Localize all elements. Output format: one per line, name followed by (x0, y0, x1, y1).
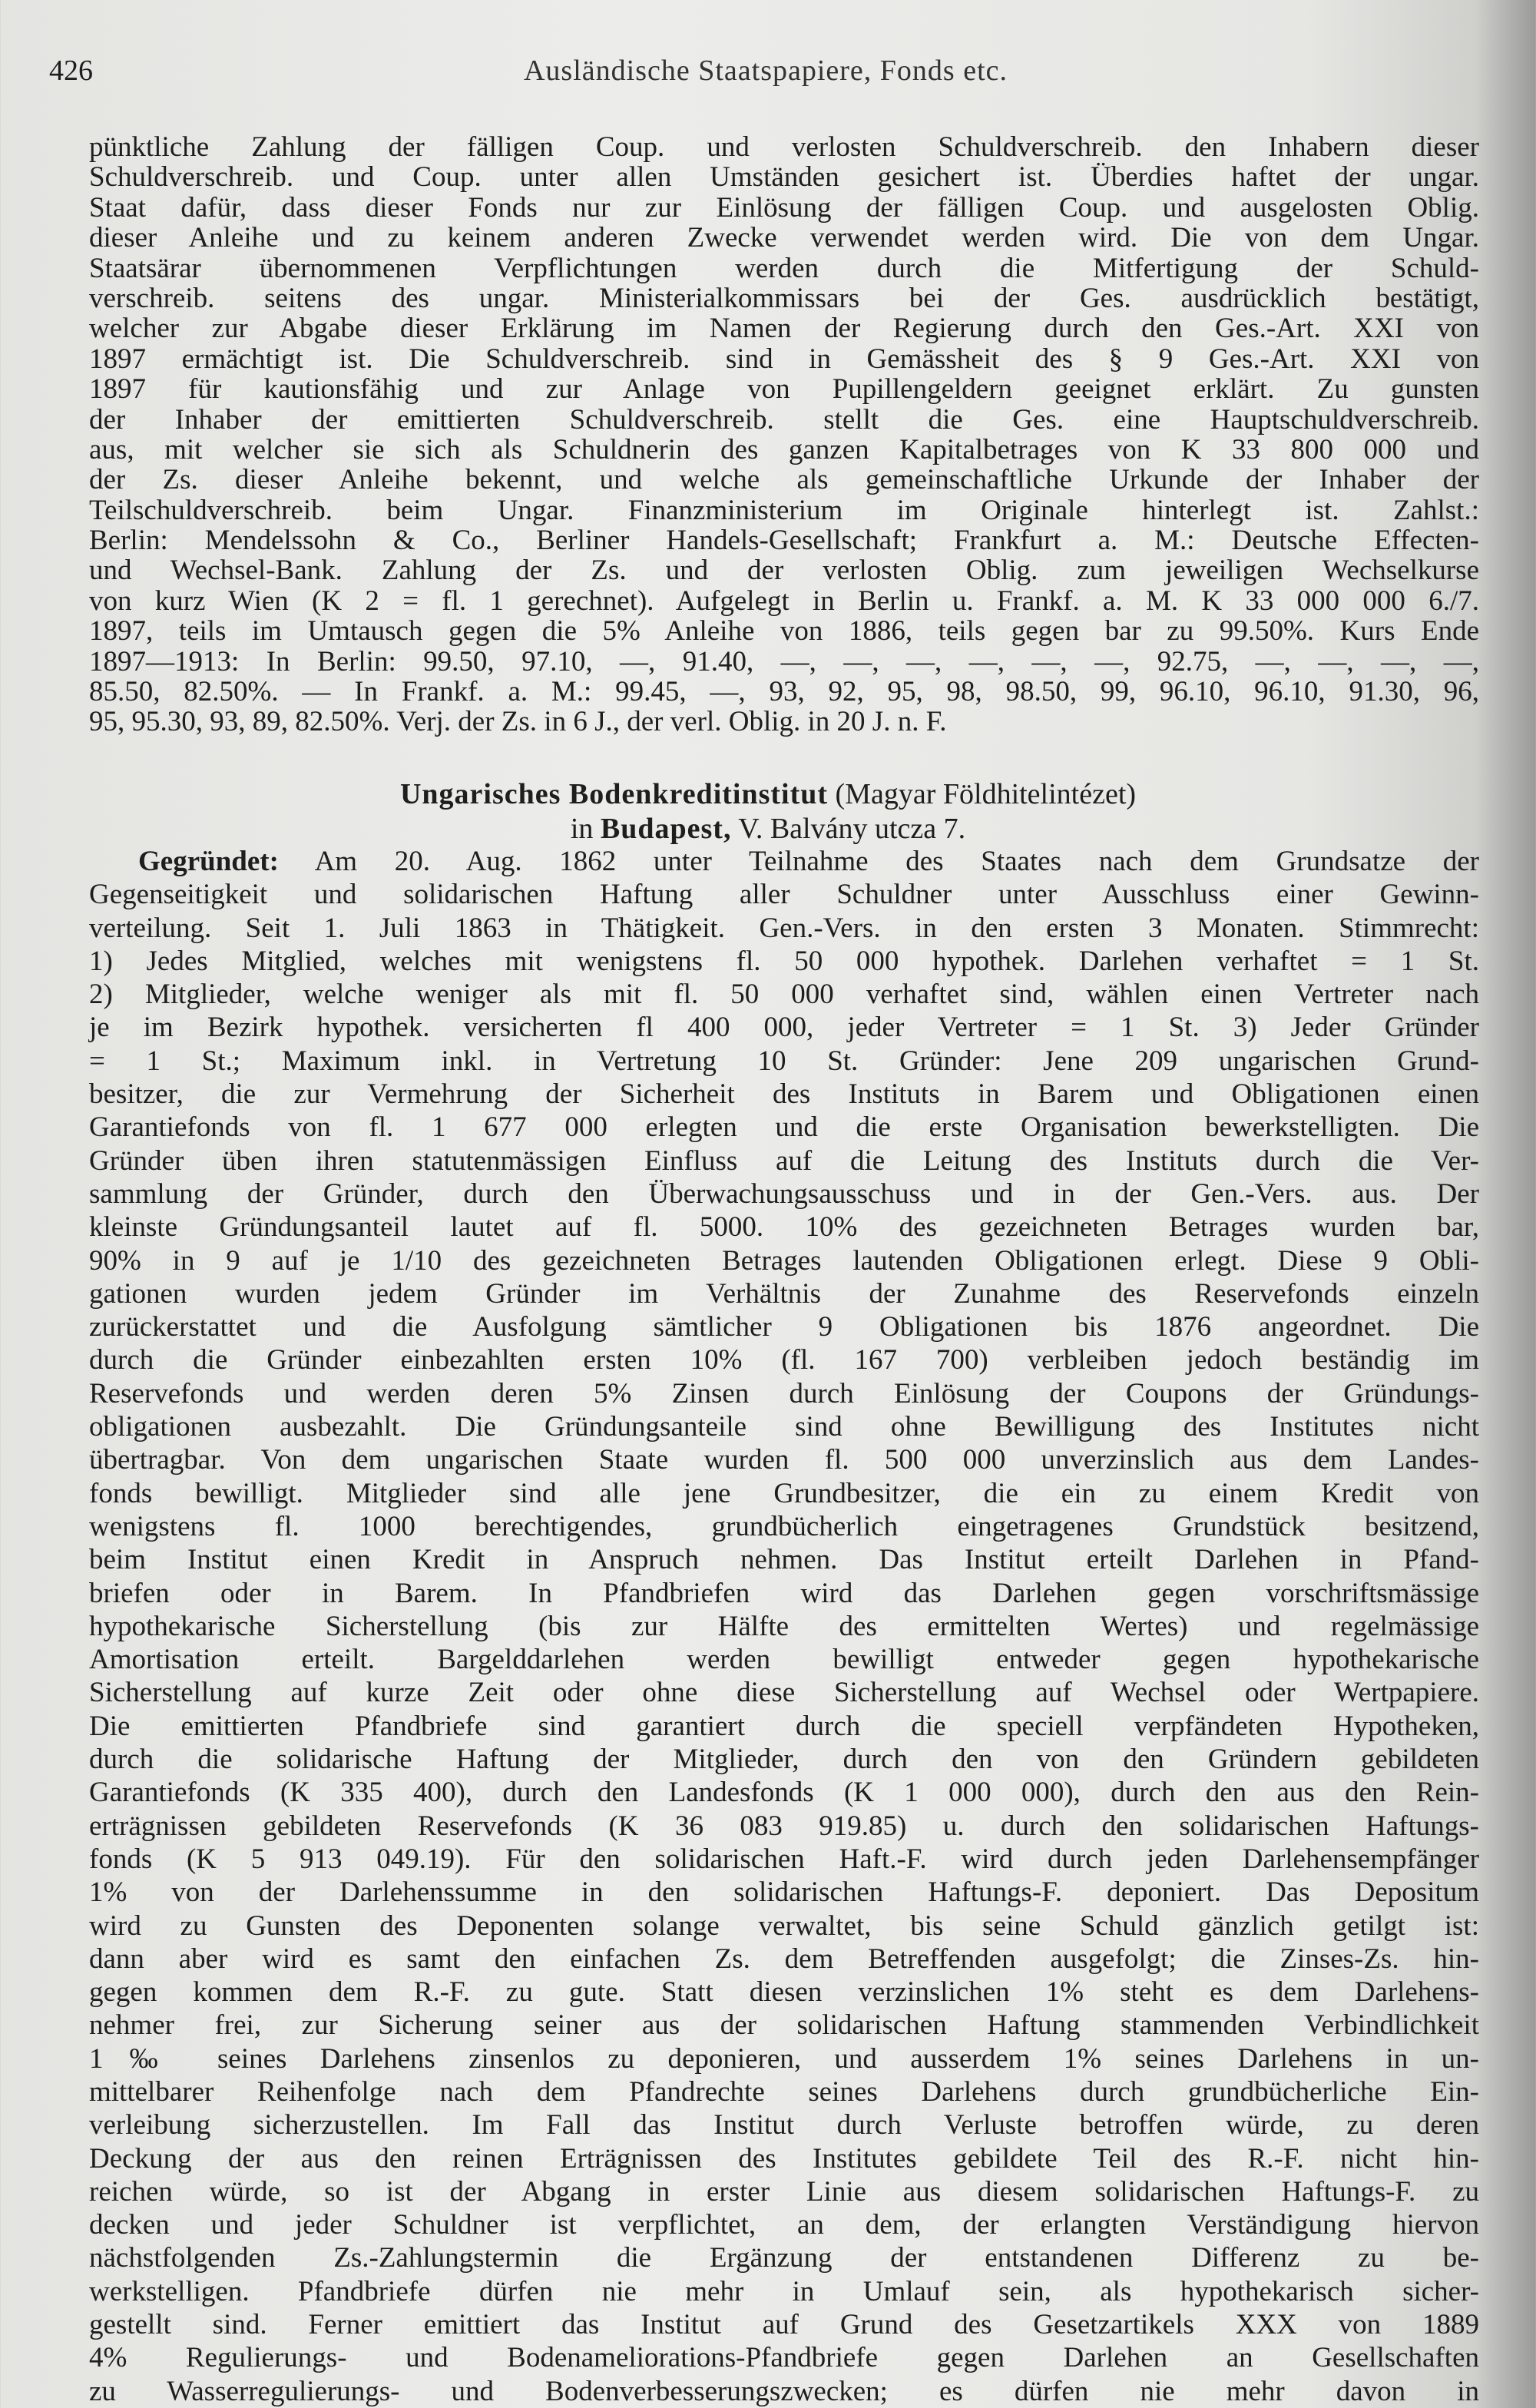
text-line: Staatsärar übernommenen Verpflichtungen werden durch die Mitfertigung der Schuld- (89, 252, 1479, 284)
text-line: Sicherstellung auf kurze Zeit oder ohne diese Sicherstellung auf Wechsel oder Wertpapiere. (89, 1677, 1479, 1709)
location-city: Budapest, (600, 813, 732, 845)
text-line: durch die solidarische Haftung der Mitglieder, durch den von den Gründern gebildeten (89, 1744, 1479, 1776)
text-line: sammlung der Gründer, durch den Überwachungsausschuss und in der Gen.-Vers. aus. Der (89, 1178, 1479, 1210)
text-line: briefen oder in Barem. In Pfandbriefen wird das Darlehen gegen vorschriftsmässige (89, 1577, 1479, 1609)
text-line: fonds (K 5 913 049.19). Für den solidarischen Haft.-F. wird durch jeden Darlehensempfänger (89, 1843, 1479, 1875)
text-line: fonds bewilligt. Mitglieder sind alle jene Grundbesitzer, die ein zu einem Kredit von (89, 1477, 1479, 1509)
running-title: Ausländische Staatspapiere, Fonds etc. (523, 55, 1008, 87)
institution-name: Ungarisches Bodenkreditinstitut (399, 778, 829, 810)
text-line: Staat dafür, dass dieser Fonds nur zur Einlösung der fälligen Coup. und ausgelosten Oblig. (89, 191, 1479, 224)
text-line: 1897 ermächtigt ist. Die Schuldverschreib. sind in Gemässheit des § 9 Ges.-Art. XXI von (89, 343, 1479, 375)
text-line: decken und jeder Schuldner ist verpflichtet, an dem, der erlangten Verständigung hiervon (89, 2209, 1479, 2241)
location-address: V. Balvány utcza 7. (738, 813, 966, 845)
section-continued-text (89, 132, 1479, 737)
text-line: welcher zur Abgabe dieser Erklärung im Namen der Regierung durch den Ges.-Art. XXI von (89, 313, 1479, 345)
text-line: und Wechsel-Bank. Zahlung der Zs. und der verlosten Oblig. zum jeweiligen Wechselkurse (89, 555, 1479, 587)
text-line: 1897—1913: In Berlin: 99.50, 97.10, —, 91.40, —, —, —, —, —, —, 92.75, —, —, —, —, (89, 645, 1479, 677)
text-line: 1897, teils im Umtausch gegen die 5% Anleihe von 1886, teils gegen bar zu 99.50%. Kurs Ende (89, 615, 1479, 648)
text-line: verschreib. seitens des ungar. Ministerialkommissars bei der Ges. ausdrücklich bestätigt, (89, 282, 1479, 314)
page-header (49, 54, 1482, 92)
text-line: Gegenseitigkeit und solidarischen Haftung aller Schuldner unter Ausschluss einer Gewinn- (89, 879, 1479, 911)
text-line: kleinste Gründungsanteil lautet auf fl. 5000. 10% des gezeichneten Betrages wurden bar, (89, 1211, 1479, 1244)
text-line: übertragbar. Von dem ungarischen Staate wurden fl. 500 000 unverzinslich aus dem Landes- (89, 1444, 1479, 1476)
text-line: dieser Anleihe und zu keinem anderen Zwecke verwendet werden wird. Die von dem Ungar. (89, 222, 1479, 254)
text-line: zu Wasserregulierungs- und Bodenverbesserungszwecken; es dürfen nie mehr davon in (89, 2375, 1479, 2407)
text-line: aus, mit welcher sie sich als Schuldnerin des ganzen Kapitalbetrages von K 33 800 000 und (89, 433, 1479, 465)
founded-label: Gegründet: (138, 846, 279, 877)
text-line: hypothekarische Sicherstellung (bis zur Hälfte des ermittelten Wertes) und regelmässige (89, 1610, 1479, 1642)
text-line: 95, 95.30, 93, 89, 82.50%. Verj. der Zs. in 6 J., der verl. Oblig. in 20 J. n. F. (89, 706, 947, 738)
text-line: 2) Mitglieder, welche weniger als mit fl. 50 000 verhaftet sind, wählen einen Vertreter nach (89, 979, 1479, 1011)
text-line: Garantiefonds (K 335 400), durch den Landesfonds (K 1 000 000), durch den aus den Rein- (89, 1777, 1479, 1809)
text-line: gationen wurden jedem Gründer im Verhältnis der Zunahme des Reservefonds einzeln (89, 1277, 1479, 1310)
text-line: Die emittierten Pfandbriefe sind garantiert durch die speciell verpfändeten Hypotheken, (89, 1710, 1479, 1742)
text-line: 1% von der Darlehenssumme in den solidarischen Haftungs-F. deponiert. Das Depositum (89, 1876, 1479, 1909)
text-line: Amortisation erteilt. Bargelddarlehen werden bewilligt entweder gegen hypothekarische (89, 1644, 1479, 1676)
section-heading (0, 777, 1536, 811)
text-line: reichen würde, so ist der Abgang in erster Linie aus diesem solidarischen Haftungs-F. zu (89, 2175, 1479, 2208)
text-line: beim Institut einen Kredit in Anspruch nehmen. Das Institut erteilt Darlehen in Pfand- (89, 1544, 1479, 1576)
text-line: der Inhaber der emittierten Schuldverschreib. stellt die Ges. eine Hauptschuldverschreib. (89, 403, 1479, 436)
location-prefix: in (570, 813, 594, 845)
text-line: obligationen ausbezahlt. Die Gründungsanteile sind ohne Bewilligung des Institutes nicht (89, 1411, 1479, 1443)
text-line: Schuldverschreib. und Coup. unter allen Umständen gesichert ist. Überdies haftet der ungar. (89, 161, 1479, 194)
text-line: dann aber wird es samt den einfachen Zs. dem Betreffenden ausgefolgt; die Zinses-Zs. hin- (89, 1943, 1479, 1975)
institution-native-name: (Magyar Földhitelintézet) (835, 778, 1137, 810)
text-line: verteilung. Seit 1. Juli 1863 in Thätigkeit. Gen.-Vers. in den ersten 3 Monaten. Stimmrecht: (89, 912, 1479, 944)
text-line: besitzer, die zur Vermehrung der Sicherheit des Instituts in Barem und Obligationen einen (89, 1078, 1479, 1111)
page-number: 426 (49, 55, 93, 87)
text-line: 85.50, 82.50%. — In Frankf. a. M.: 99.45, —, 93, 92, 95, 98, 98.50, 99, 96.10, 96.10, 91.30, 96, (89, 676, 1479, 708)
text-line: Garantiefonds von fl. 1 677 000 erlegten und die erste Organisation bewerkstelligten. Die (89, 1111, 1479, 1144)
text-line: Gründer üben ihren statutenmässigen Einfluss auf die Leitung des Instituts durch die Ver- (89, 1144, 1479, 1177)
text-line: erträgnissen gebildeten Reservefonds (K 36 083 919.85) u. durch den solidarischen Haftungs- (89, 1810, 1479, 1842)
text-line: mittelbarer Reihenfolge nach dem Pfandrechte seines Darlehens durch grundbücherliche Ein- (89, 2075, 1479, 2108)
text-line: wird zu Gunsten des Deponenten solange verwaltet, bis seine Schuld gänzlich getilgt ist: (89, 1910, 1479, 1942)
text-line: nächstfolgenden Zs.-Zahlungstermin die Ergänzung der entstandenen Differenz zu be- (89, 2242, 1479, 2274)
text-line: Reservefonds und werden deren 5% Zinsen durch Einlösung der Coupons der Gründungs- (89, 1377, 1479, 1409)
text-line: von kurz Wien (K 2 = fl. 1 gerechnet). Aufgelegt in Berlin u. Frankf. a. M. K 33 000 000 6./7. (89, 585, 1479, 617)
text-line: werkstelligen. Pfandbriefe dürfen nie mehr in Umlauf sein, als hypothekarisch sicher- (89, 2275, 1479, 2307)
section-body (89, 845, 1479, 2408)
founded-text: Am 20. Aug. 1862 unter Teilnahme des Staates nach dem Grundsatze der (314, 846, 1480, 877)
text-line: Teilschuldverschreib. beim Ungar. Finanzministerium im Originale hinterlegt ist. Zahlst.: (89, 494, 1479, 526)
text-line: Deckung der aus den reinen Erträgnissen des Institutes gebildete Teil des R.-F. nicht hin- (89, 2142, 1479, 2174)
text-line: nehmer frei, zur Sicherung seiner aus der solidarischen Haftung stammenden Verbindlichkeit (89, 2009, 1479, 2042)
text-line-founded (89, 845, 1479, 878)
text-line: 4% Regulierungs- und Bodenameliorations-Pfandbriefe gegen Darlehen an Gesellschaften (89, 2342, 1479, 2374)
text-line: 1) Jedes Mitglied, welches mit wenigstens fl. 50 000 hypothek. Darlehen verhaftet = 1 St. (89, 945, 1479, 977)
text-line: gestellt sind. Ferner emittiert das Institut auf Grund des Gesetzartikels XXX von 1889 (89, 2309, 1479, 2341)
text-line: = 1 St.; Maximum inkl. in Vertretung 10 St. Gründer: Jene 209 ungarischen Grund- (89, 1045, 1479, 1077)
text-line: gegen kommen dem R.-F. zu gute. Statt diesen verzinslichen 1% steht es dem Darlehens- (89, 1976, 1479, 2009)
section-location (0, 812, 1536, 846)
text-line: 90% in 9 auf je 1/10 des gezeichneten Betrages lautenden Obligationen erlegt. Diese 9 Obli- (89, 1244, 1479, 1277)
text-line: verleibung sicherzustellen. Im Fall das Institut durch Verluste betroffen würde, zu deren (89, 2109, 1479, 2141)
text-line: zurückerstattet und die Ausfolgung sämtlicher 9 Obligationen bis 1876 angeordnet. Die (89, 1311, 1479, 1343)
text-line: durch die Gründer einbezahlten ersten 10% (fl. 167 700) verbleiben jedoch beständig im (89, 1344, 1479, 1376)
text-line: 1‰ seines Darlehens zinsenlos zu deponieren, und ausserdem 1% seines Darlehens in un- (89, 2042, 1479, 2075)
text-line: wenigstens fl. 1000 berechtigendes, grundbücherlich eingetragenes Grundstück besitzend, (89, 1510, 1479, 1542)
text-line: Berlin: Mendelssohn & Co., Berliner Handels-Gesellschaft; Frankfurt a. M.: Deutsche Effecten- (89, 525, 1479, 557)
text-line: der Zs. dieser Anleihe bekennt, und welche als gemeinschaftliche Urkunde der Inhaber der (89, 464, 1479, 496)
text-line: je im Bezirk hypothek. versicherten fl 400 000, jeder Vertreter = 1 St. 3) Jeder Gründer (89, 1012, 1479, 1044)
text-line: 1897 für kautionsfähig und zur Anlage von Pupillengeldern geeignet erklärt. Zu gunsten (89, 373, 1479, 406)
text-line: pünktliche Zahlung der fälligen Coup. und verlosten Schuldverschreib. den Inhabern dieser (89, 131, 1479, 163)
